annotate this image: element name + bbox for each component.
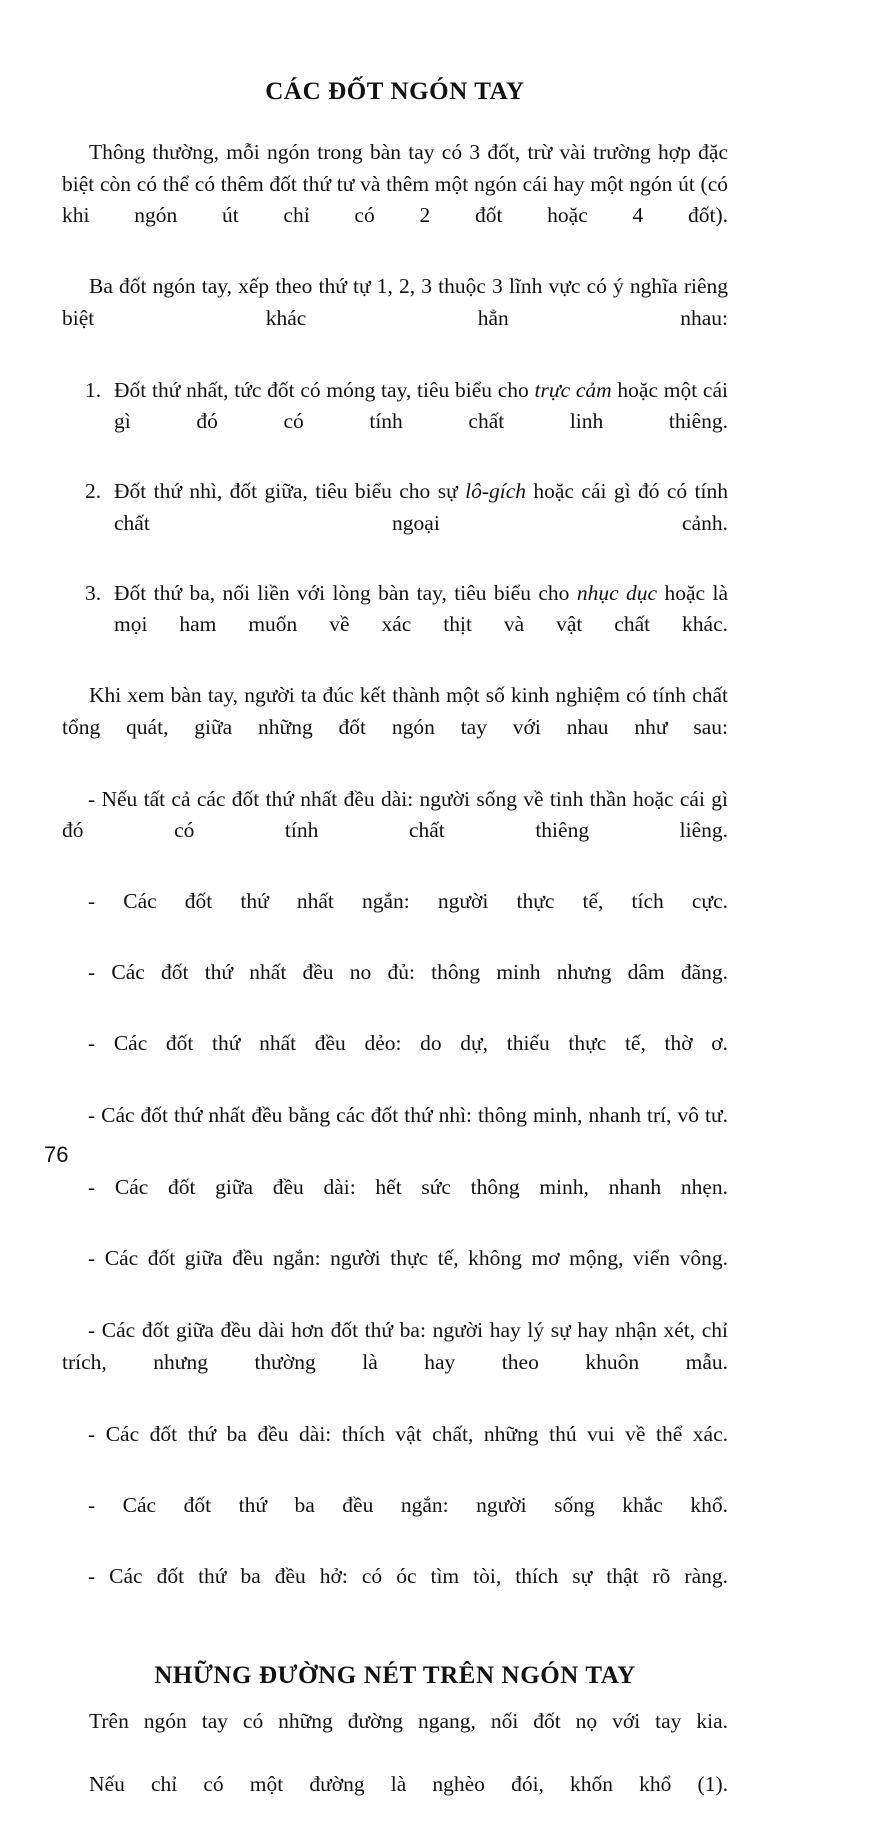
dash-list-item-1: - Nếu tất cả các đốt thứ nhất đều dài: người sống về tinh thần hoặc cái gì đó có tính chất thiêng liêng. (62, 786, 728, 842)
list-item-3-text-after: hoặc là mọi ham muốn về xác thịt và vật chất khác. (114, 580, 728, 636)
section-2-paragraph-1: Trên ngón tay có những đường ngang, nối đốt nọ với tay kia. (89, 1709, 728, 1734)
dash-list-item-11: - Các đốt thứ ba đều hở: có óc tìm tòi, thích sự thật rõ ràng. (88, 1563, 728, 1588)
list-marker-3: 3. (85, 580, 102, 605)
dash-list-item-7: - Các đốt giữa đều ngắn: người thực tế, không mơ mộng, viển vông. (88, 1246, 728, 1270)
list-item-3-emphasis: nhục dục (576, 580, 658, 605)
section-2-heading: NHỮNG ĐƯỜNG NÉT TRÊN NGÓN TAY (154, 1661, 636, 1689)
section-1-heading: CÁC ĐỐT NGÓN TAY (265, 78, 525, 105)
list-item-2-text-before: Đốt thứ nhì, đốt giữa, tiêu biểu cho sự (114, 479, 466, 503)
section-2-paragraph-2: Nếu chỉ có một đường là nghèo đói, khốn khổ (1). (89, 1772, 728, 1797)
numbered-list (62, 375, 728, 673)
list-marker-2: 2. (85, 479, 102, 503)
dash-list (62, 784, 728, 1624)
page-content-column (62, 0, 728, 1832)
dash-list-item-8: - Các đốt giữa đều dài hơn đốt thứ ba: người hay lý sự hay nhận xét, chỉ trích, nhưng thường là hay theo khuôn mẫu. (62, 1318, 728, 1374)
numbered-list-item-1 (62, 375, 728, 470)
list-item-1-text-before: Đốt thứ nhất, tức đốt có móng tay, tiêu biểu cho (114, 377, 535, 402)
list-item-1-text-after: hoặc một cái gì đó có tính chất linh thiêng. (114, 377, 728, 433)
section-1-paragraph-after-list: Khi xem bàn tay, người ta đúc kết thành một số kinh nghiệm có tính chất tổng quát, giữa những đốt ngón tay với nhau như sau: (62, 683, 728, 739)
dash-list-item-10: - Các đốt thứ ba đều ngắn: người sống khắc khổ. (88, 1492, 728, 1517)
dash-list-item-4: - Các đốt thứ nhất đều dẻo: do dự, thiếu thực tế, thờ ơ. (88, 1031, 728, 1055)
numbered-list-item-3 (62, 578, 728, 673)
numbered-list-item-2 (62, 476, 728, 571)
list-item-2-text-after: hoặc cái gì đó có tính chất ngoại cảnh. (114, 479, 729, 535)
section-1-paragraph-2: Ba đốt ngón tay, xếp theo thứ tự 1, 2, 3 thuộc 3 lĩnh vực có ý nghĩa riêng biệt khác hẳn nhau: (62, 274, 728, 330)
list-marker-1: 1. (85, 377, 102, 402)
section-1-paragraph-1: Thông thường, mỗi ngón trong bàn tay có 3 đốt, trừ vài trường hợp đặc biệt còn có thể có thêm đốt thứ tư và thêm một ngón cái hay một ngón út (có khi ngón út chỉ có 2 đốt hoặc 4 đốt). (62, 140, 728, 227)
dash-list-item-3: - Các đốt thứ nhất đều no đủ: thông minh nhưng dâm đãng. (88, 960, 728, 984)
dash-list-item-5: - Các đốt thứ nhất đều bằng các đốt thứ nhì: thông minh, nhanh trí, vô tư. (88, 1103, 728, 1127)
list-item-2-emphasis: lô-gích (465, 479, 527, 503)
dash-list-item-9: - Các đốt thứ ba đều dài: thích vật chất, những thú vui về thể xác. (88, 1421, 728, 1446)
dash-list-item-6: - Các đốt giữa đều dài: hết sức thông minh, nhanh nhẹn. (88, 1175, 728, 1199)
dash-list-item-2: - Các đốt thứ nhất ngắn: người thực tế, tích cực. (88, 889, 728, 913)
list-item-3-text-before: Đốt thứ ba, nối liền với lòng bàn tay, tiêu biểu cho (114, 580, 577, 605)
list-item-1-emphasis: trực cảm (534, 377, 612, 402)
page-number: 76 (44, 1142, 69, 1167)
